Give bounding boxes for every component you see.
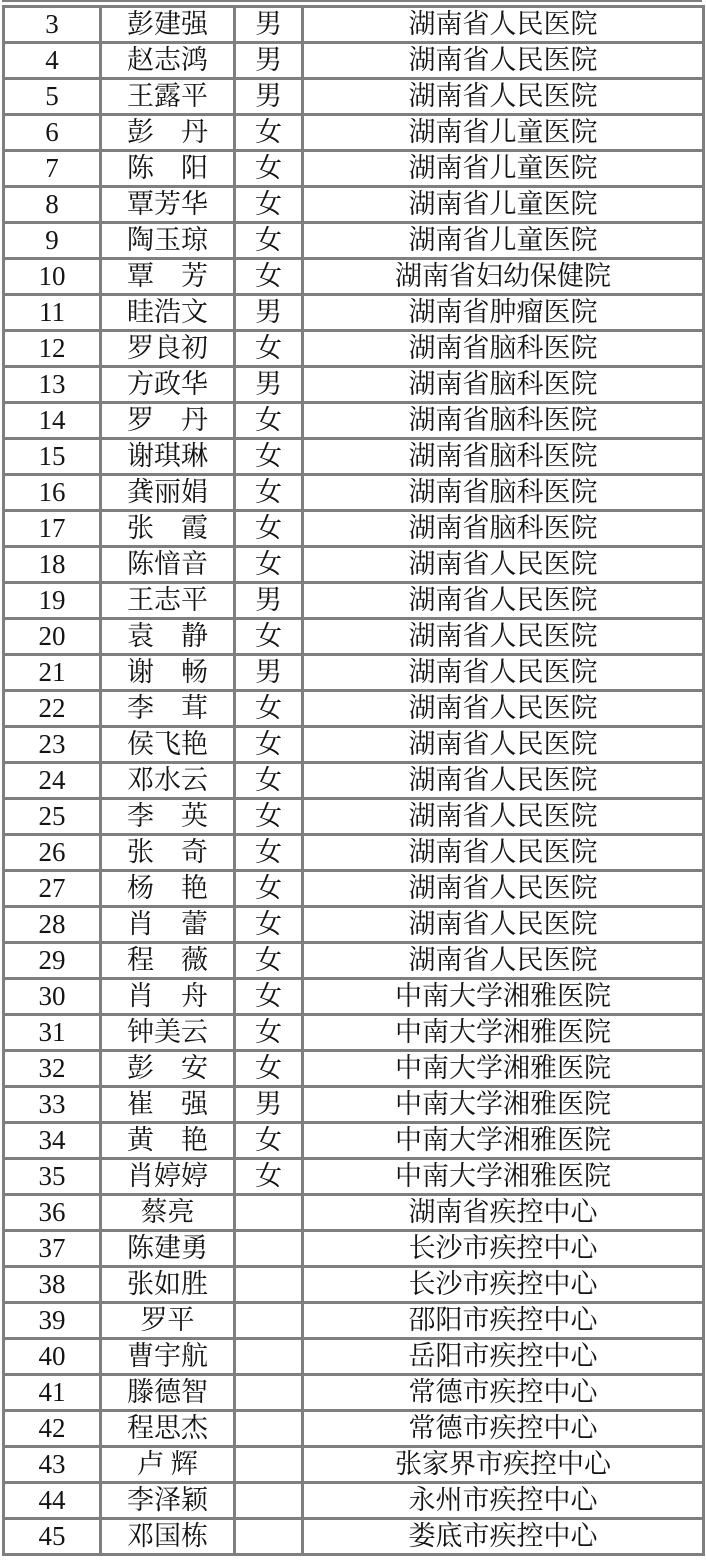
row-number-cell: 17 — [4, 511, 101, 547]
gender-cell — [235, 1267, 303, 1303]
table-row — [4, 799, 704, 835]
row-number-cell: 20 — [4, 619, 101, 655]
row-number-cell: 25 — [4, 799, 101, 835]
name-cell: 钟美云 — [101, 1015, 235, 1051]
row-number-cell: 4 — [4, 43, 101, 79]
table-row — [4, 1375, 704, 1411]
gender-cell: 女 — [235, 115, 303, 151]
gender-cell: 男 — [235, 1087, 303, 1123]
table-row — [4, 511, 704, 547]
organization-cell: 湖南省人民医院 — [303, 727, 704, 763]
organization-cell: 长沙市疾控中心 — [303, 1231, 704, 1267]
table-row — [4, 979, 704, 1015]
organization-cell: 常德市疾控中心 — [303, 1375, 704, 1411]
organization-cell: 湖南省人民医院 — [303, 547, 704, 583]
name-cell: 李泽颖 — [101, 1483, 235, 1519]
organization-cell: 湖南省人民医院 — [303, 943, 704, 979]
gender-cell: 女 — [235, 943, 303, 979]
organization-cell: 湖南省人民医院 — [303, 583, 704, 619]
row-number-cell: 24 — [4, 763, 101, 799]
name-cell: 侯飞艳 — [101, 727, 235, 763]
table-row — [4, 943, 704, 979]
row-number-cell: 9 — [4, 223, 101, 259]
gender-cell: 女 — [235, 763, 303, 799]
row-number-cell: 22 — [4, 691, 101, 727]
table-row — [4, 475, 704, 511]
row-number-cell: 10 — [4, 259, 101, 295]
organization-cell: 湖南省儿童医院 — [303, 115, 704, 151]
organization-cell: 湖南省人民医院 — [303, 871, 704, 907]
gender-cell: 女 — [235, 187, 303, 223]
table-row — [4, 367, 704, 403]
table-row — [4, 871, 704, 907]
gender-cell: 男 — [235, 583, 303, 619]
table-row — [4, 619, 704, 655]
table-row — [4, 1195, 704, 1231]
row-number-cell: 44 — [4, 1483, 101, 1519]
organization-cell: 湖南省人民医院 — [303, 655, 704, 691]
table-row — [4, 1519, 704, 1555]
organization-cell: 湖南省肿瘤医院 — [303, 295, 704, 331]
table-row — [4, 331, 704, 367]
name-cell: 袁 静 — [101, 619, 235, 655]
organization-cell: 湖南省人民医院 — [303, 79, 704, 115]
organization-cell: 湖南省人民医院 — [303, 835, 704, 871]
name-cell: 陶玉琼 — [101, 223, 235, 259]
gender-cell: 女 — [235, 871, 303, 907]
table-row — [4, 727, 704, 763]
name-cell: 眭浩文 — [101, 295, 235, 331]
table-row — [4, 691, 704, 727]
row-number-cell: 15 — [4, 439, 101, 475]
organization-cell: 娄底市疾控中心 — [303, 1519, 704, 1555]
gender-cell: 女 — [235, 331, 303, 367]
organization-cell: 湖南省妇幼保健院 — [303, 259, 704, 295]
gender-cell: 女 — [235, 727, 303, 763]
gender-cell: 女 — [235, 511, 303, 547]
table-row — [4, 655, 704, 691]
name-cell: 张如胜 — [101, 1267, 235, 1303]
name-cell: 邓国栋 — [101, 1519, 235, 1555]
gender-cell: 女 — [235, 979, 303, 1015]
table-row — [4, 1159, 704, 1195]
table-row — [4, 1303, 704, 1339]
table-row — [4, 1267, 704, 1303]
table-row — [4, 583, 704, 619]
gender-cell: 女 — [235, 151, 303, 187]
gender-cell: 男 — [235, 367, 303, 403]
name-cell: 邓水云 — [101, 763, 235, 799]
row-number-cell: 16 — [4, 475, 101, 511]
gender-cell: 男 — [235, 7, 303, 43]
row-number-cell: 19 — [4, 583, 101, 619]
name-cell: 覃芳华 — [101, 187, 235, 223]
gender-cell: 女 — [235, 1123, 303, 1159]
roster-table-body — [4, 7, 704, 1555]
row-number-cell: 35 — [4, 1159, 101, 1195]
row-number-cell: 38 — [4, 1267, 101, 1303]
row-number-cell: 6 — [4, 115, 101, 151]
row-number-cell: 26 — [4, 835, 101, 871]
organization-cell: 湖南省脑科医院 — [303, 403, 704, 439]
name-cell: 谢琪琳 — [101, 439, 235, 475]
name-cell: 彭 安 — [101, 1051, 235, 1087]
name-cell: 赵志鸿 — [101, 43, 235, 79]
organization-cell: 中南大学湘雅医院 — [303, 1087, 704, 1123]
name-cell: 龚丽娟 — [101, 475, 235, 511]
organization-cell: 邵阳市疾控中心 — [303, 1303, 704, 1339]
row-number-cell: 7 — [4, 151, 101, 187]
name-cell: 卢 辉 — [101, 1447, 235, 1483]
gender-cell: 男 — [235, 295, 303, 331]
gender-cell — [235, 1195, 303, 1231]
row-number-cell: 23 — [4, 727, 101, 763]
table-row — [4, 1483, 704, 1519]
row-number-cell: 30 — [4, 979, 101, 1015]
row-number-cell: 13 — [4, 367, 101, 403]
organization-cell: 湖南省脑科医院 — [303, 475, 704, 511]
table-row — [4, 763, 704, 799]
name-cell: 杨 艳 — [101, 871, 235, 907]
row-number-cell: 29 — [4, 943, 101, 979]
organization-cell: 湖南省人民医院 — [303, 763, 704, 799]
row-number-cell: 43 — [4, 1447, 101, 1483]
gender-cell: 女 — [235, 259, 303, 295]
name-cell: 罗良初 — [101, 331, 235, 367]
table-row — [4, 835, 704, 871]
gender-cell: 女 — [235, 1015, 303, 1051]
name-cell: 罗 丹 — [101, 403, 235, 439]
name-cell: 彭 丹 — [101, 115, 235, 151]
table-row — [4, 223, 704, 259]
table-row — [4, 439, 704, 475]
table-row — [4, 1123, 704, 1159]
gender-cell: 男 — [235, 79, 303, 115]
organization-cell: 长沙市疾控中心 — [303, 1267, 704, 1303]
row-number-cell: 21 — [4, 655, 101, 691]
name-cell: 曹宇航 — [101, 1339, 235, 1375]
organization-cell: 湖南省儿童医院 — [303, 187, 704, 223]
row-number-cell: 33 — [4, 1087, 101, 1123]
personnel-roster-table — [2, 5, 705, 1556]
table-row — [4, 1231, 704, 1267]
gender-cell: 女 — [235, 619, 303, 655]
organization-cell: 湖南省疾控中心 — [303, 1195, 704, 1231]
table-row — [4, 187, 704, 223]
name-cell: 黄 艳 — [101, 1123, 235, 1159]
organization-cell: 湖南省人民医院 — [303, 7, 704, 43]
table-row — [4, 547, 704, 583]
organization-cell: 中南大学湘雅医院 — [303, 1159, 704, 1195]
table-row — [4, 295, 704, 331]
gender-cell — [235, 1519, 303, 1555]
name-cell: 覃 芳 — [101, 259, 235, 295]
gender-cell: 女 — [235, 1159, 303, 1195]
table-row — [4, 1087, 704, 1123]
gender-cell — [235, 1411, 303, 1447]
name-cell: 肖 蕾 — [101, 907, 235, 943]
row-number-cell: 36 — [4, 1195, 101, 1231]
gender-cell: 男 — [235, 43, 303, 79]
name-cell: 罗平 — [101, 1303, 235, 1339]
name-cell: 崔 强 — [101, 1087, 235, 1123]
row-number-cell: 27 — [4, 871, 101, 907]
name-cell: 陈建勇 — [101, 1231, 235, 1267]
table-row — [4, 907, 704, 943]
table-row — [4, 79, 704, 115]
name-cell: 李 茸 — [101, 691, 235, 727]
organization-cell: 湖南省人民医院 — [303, 799, 704, 835]
gender-cell: 女 — [235, 907, 303, 943]
gender-cell — [235, 1231, 303, 1267]
row-number-cell: 3 — [4, 7, 101, 43]
name-cell: 陈 阳 — [101, 151, 235, 187]
row-number-cell: 34 — [4, 1123, 101, 1159]
table-row — [4, 1447, 704, 1483]
row-number-cell: 40 — [4, 1339, 101, 1375]
gender-cell: 女 — [235, 835, 303, 871]
table-row — [4, 43, 704, 79]
row-number-cell: 31 — [4, 1015, 101, 1051]
name-cell: 滕德智 — [101, 1375, 235, 1411]
organization-cell: 中南大学湘雅医院 — [303, 979, 704, 1015]
name-cell: 方政华 — [101, 367, 235, 403]
gender-cell — [235, 1447, 303, 1483]
gender-cell: 男 — [235, 655, 303, 691]
gender-cell: 女 — [235, 799, 303, 835]
row-number-cell: 39 — [4, 1303, 101, 1339]
table-row — [4, 1051, 704, 1087]
gender-cell: 女 — [235, 1051, 303, 1087]
organization-cell: 湖南省脑科医院 — [303, 439, 704, 475]
table-row — [4, 403, 704, 439]
table-row — [4, 1015, 704, 1051]
table-row — [4, 1339, 704, 1375]
organization-cell: 中南大学湘雅医院 — [303, 1015, 704, 1051]
organization-cell: 永州市疾控中心 — [303, 1483, 704, 1519]
gender-cell — [235, 1303, 303, 1339]
gender-cell: 女 — [235, 475, 303, 511]
name-cell: 王露平 — [101, 79, 235, 115]
name-cell: 张 霞 — [101, 511, 235, 547]
gender-cell: 女 — [235, 223, 303, 259]
organization-cell: 中南大学湘雅医院 — [303, 1051, 704, 1087]
organization-cell: 湖南省儿童医院 — [303, 151, 704, 187]
row-number-cell: 12 — [4, 331, 101, 367]
row-number-cell: 45 — [4, 1519, 101, 1555]
name-cell: 张 奇 — [101, 835, 235, 871]
name-cell: 肖 舟 — [101, 979, 235, 1015]
name-cell: 肖婷婷 — [101, 1159, 235, 1195]
organization-cell: 岳阳市疾控中心 — [303, 1339, 704, 1375]
name-cell: 王志平 — [101, 583, 235, 619]
organization-cell: 湖南省人民医院 — [303, 907, 704, 943]
organization-cell: 湖南省脑科医院 — [303, 511, 704, 547]
table-row — [4, 259, 704, 295]
table-row — [4, 1411, 704, 1447]
row-number-cell: 32 — [4, 1051, 101, 1087]
organization-cell: 常德市疾控中心 — [303, 1411, 704, 1447]
organization-cell: 中南大学湘雅医院 — [303, 1123, 704, 1159]
row-number-cell: 18 — [4, 547, 101, 583]
name-cell: 谢 畅 — [101, 655, 235, 691]
row-number-cell: 37 — [4, 1231, 101, 1267]
row-number-cell: 41 — [4, 1375, 101, 1411]
name-cell: 李 英 — [101, 799, 235, 835]
table-row — [4, 115, 704, 151]
organization-cell: 湖南省儿童医院 — [303, 223, 704, 259]
row-number-cell: 5 — [4, 79, 101, 115]
gender-cell — [235, 1483, 303, 1519]
gender-cell: 女 — [235, 691, 303, 727]
row-number-cell: 11 — [4, 295, 101, 331]
row-number-cell: 28 — [4, 907, 101, 943]
name-cell: 程思杰 — [101, 1411, 235, 1447]
row-number-cell: 8 — [4, 187, 101, 223]
gender-cell: 女 — [235, 403, 303, 439]
gender-cell — [235, 1339, 303, 1375]
row-number-cell: 42 — [4, 1411, 101, 1447]
organization-cell: 湖南省人民医院 — [303, 43, 704, 79]
gender-cell — [235, 1375, 303, 1411]
name-cell: 陈愔音 — [101, 547, 235, 583]
cropped-row-edge — [2, 0, 702, 2]
table-row — [4, 7, 704, 43]
name-cell: 程 薇 — [101, 943, 235, 979]
name-cell: 蔡亮 — [101, 1195, 235, 1231]
organization-cell: 湖南省脑科医院 — [303, 367, 704, 403]
table-row — [4, 151, 704, 187]
gender-cell: 女 — [235, 439, 303, 475]
organization-cell: 湖南省脑科医院 — [303, 331, 704, 367]
row-number-cell: 14 — [4, 403, 101, 439]
gender-cell: 女 — [235, 547, 303, 583]
organization-cell: 张家界市疾控中心 — [303, 1447, 704, 1483]
name-cell: 彭建强 — [101, 7, 235, 43]
organization-cell: 湖南省人民医院 — [303, 691, 704, 727]
organization-cell: 湖南省人民医院 — [303, 619, 704, 655]
